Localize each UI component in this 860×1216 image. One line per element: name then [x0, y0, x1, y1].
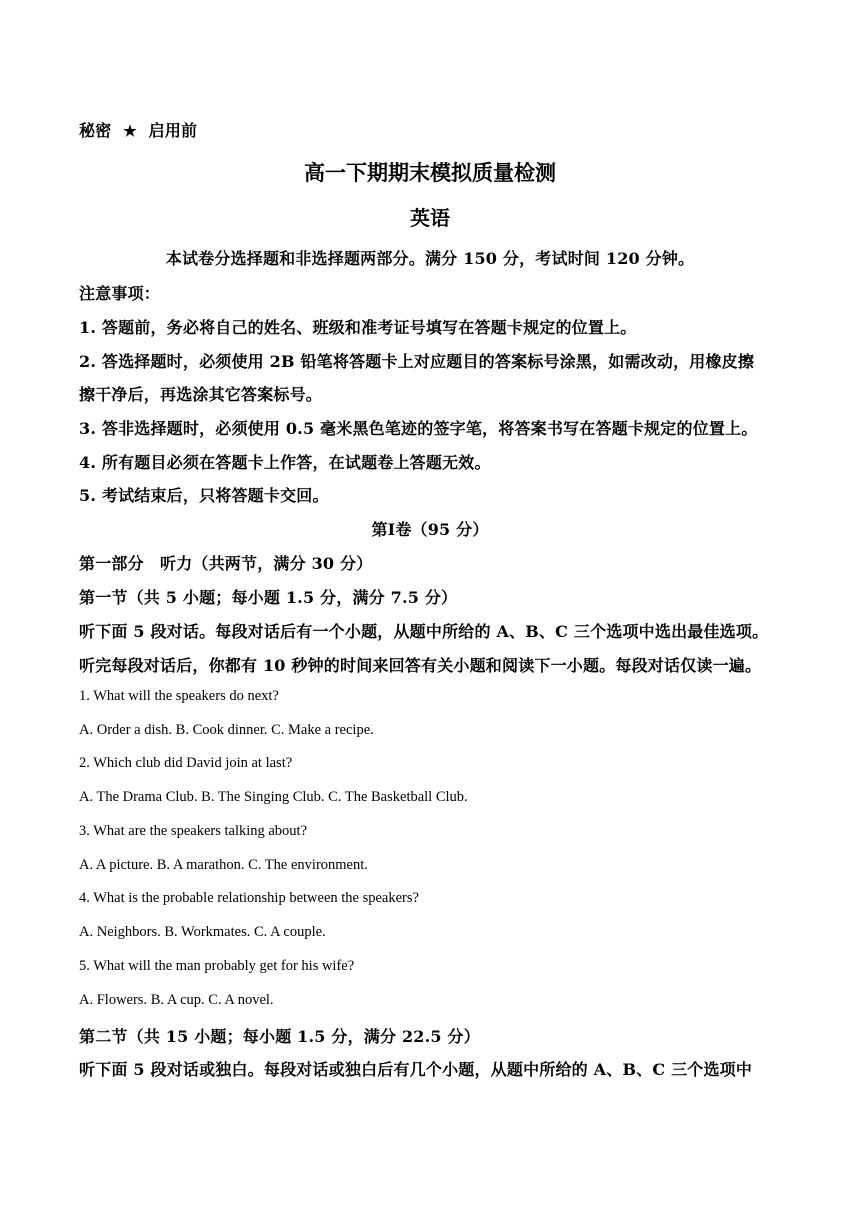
section1-heading: 第一节（共 5 小题；每小题 1.5 分，满分 7.5 分） [79, 588, 458, 607]
question-options: A. A picture. B. A marathon. C. The environment. [79, 857, 368, 873]
note-item: 擦干净后，再选涂其它答案标号。 [79, 385, 323, 404]
question-stem: 5. What will the man probably get for his wife? [79, 958, 355, 974]
question-stem: 3. What are the speakers talking about? [79, 823, 308, 839]
question-options: A. Flowers. B. A cup. C. A novel. [79, 992, 274, 1008]
volume-heading: 第Ⅰ卷（95 分） [371, 520, 489, 539]
question-stem: 4. What is the probable relationship between the speakers? [79, 890, 419, 906]
note-item: 2. 答选择题时，必须使用 2B 铅笔将答题卡上对应题目的答案标号涂黑，如需改动，用橡皮擦 [79, 352, 755, 371]
intro-text: 本试卷分选择题和非选择题两部分。满分 150 分，考试时间 120 分钟。 [165, 249, 695, 268]
note-item: 3. 答非选择题时，必须使用 0.5 毫米黑色笔迹的签字笔，将答案书写在答题卡规定的位置上。 [79, 419, 758, 438]
note-item: 1. 答题前，务必将自己的姓名、班级和准考证号填写在答题卡规定的位置上。 [79, 318, 637, 337]
section2-heading: 第二节（共 15 小题；每小题 1.5 分，满分 22.5 分） [79, 1027, 480, 1046]
confidential-header [79, 118, 197, 141]
note-item: 4. 所有题目必须在答题卡上作答，在试题卷上答题无效。 [79, 453, 491, 472]
note-item: 5. 考试结束后，只将答题卡交回。 [79, 486, 329, 505]
question-options: A. Order a dish. B. Cook dinner. C. Make a recipe. [79, 722, 374, 738]
question-options: A. Neighbors. B. Workmates. C. A couple. [79, 924, 326, 940]
question-options: A. The Drama Club. B. The Singing Club. C. The Basketball Club. [79, 789, 468, 805]
secret-label: 秘密 [79, 121, 112, 140]
question-stem: 2. Which club did David join at last? [79, 755, 293, 771]
notes-heading: 注意事项： [79, 284, 161, 303]
question-stem: 1. What will the speakers do next? [79, 688, 279, 704]
part1-heading: 第一部分 听力（共两节，满分 30 分） [79, 554, 373, 573]
subject-title: 英语 [410, 206, 450, 230]
exam-title: 高一下期期末模拟质量检测 [304, 160, 556, 185]
section2-instruction: 听下面 5 段对话或独白。每段对话或独白后有几个小题，从题中所给的 A、B、C 三个选项中 [79, 1060, 753, 1079]
before-use-label: 启用前 [148, 121, 198, 140]
section1-instruction: 听完每段对话后，你都有 10 秒钟的时间来回答有关小题和阅读下一小题。每段对话仅读一遍。 [79, 656, 762, 675]
section1-instruction: 听下面 5 段对话。每段对话后有一个小题，从题中所给的 A、B、C 三个选项中选出最佳选项。 [79, 622, 769, 641]
star-icon: ★ [123, 122, 137, 140]
